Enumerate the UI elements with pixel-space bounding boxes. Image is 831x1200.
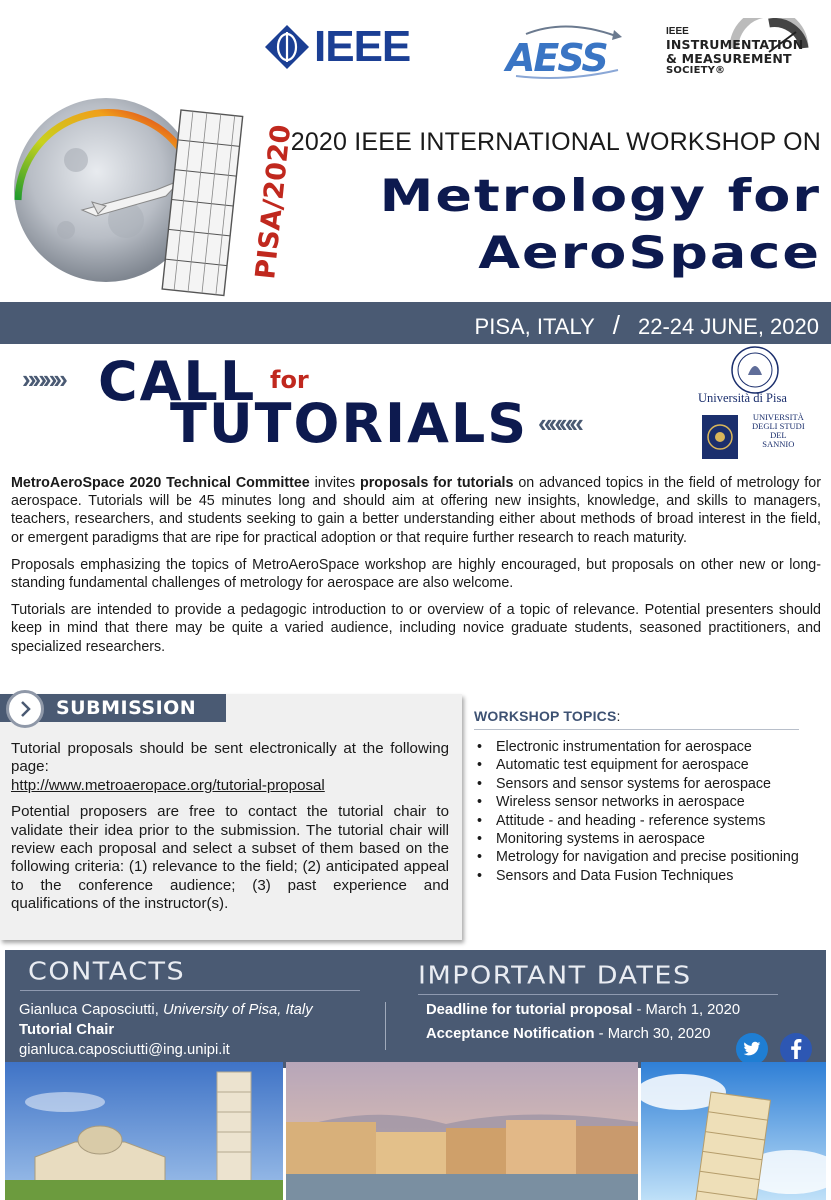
contact-name-line xyxy=(19,1000,313,1020)
ieee-wordmark: IEEE xyxy=(314,22,411,71)
tutorial-proposal-link[interactable]: http://www.metroaeropace.org/tutorial-proposal xyxy=(11,776,325,794)
list-item: • Wireless sensor networks in aerospace xyxy=(474,793,829,811)
ims-line-1: INSTRUMENTATION xyxy=(666,37,804,52)
chevrons-left-icon: »»»» xyxy=(22,364,64,394)
sannio-line-4: SANNIO xyxy=(762,439,795,449)
sannio-line-3: DEL xyxy=(770,430,787,440)
photo-arno-river xyxy=(286,1062,638,1200)
submission-title: SUBMISSION xyxy=(56,697,197,719)
aess-logo xyxy=(506,20,636,80)
call-for-tutorials-heading xyxy=(18,350,658,460)
ims-logo xyxy=(664,18,814,88)
notification-value: - March 30, 2020 xyxy=(594,1026,711,1042)
photo-piazza-dei-miracoli xyxy=(5,1062,283,1200)
list-item: • Attitude - and heading - reference systems xyxy=(474,812,829,830)
list-item: • Metrology for navigation and precise positioning xyxy=(474,848,829,866)
contact-affiliation: University of Pisa, Italy xyxy=(162,1002,313,1018)
twitter-icon[interactable] xyxy=(736,1033,768,1065)
university-pisa-name: Università di Pisa xyxy=(698,391,787,405)
contacts-title: CONTACTS xyxy=(28,957,186,986)
intro-paragraph-2: Proposals emphasizing the topics of MetroAeroSpace workshop are highly encouraged, but proposals on other new or long-standing fundamental challenges of metrology for aerospace are also welcome. xyxy=(11,556,821,592)
dates-divider xyxy=(418,994,778,995)
title-line-2: AeroSpace xyxy=(478,227,821,279)
tutorials-word: TUTORIALS xyxy=(170,392,529,455)
ims-ieee-label: IEEE xyxy=(666,26,689,37)
dates-body xyxy=(426,998,740,1046)
list-item: • Monitoring systems in aerospace xyxy=(474,830,829,848)
sponsor-logos xyxy=(260,10,831,90)
list-item: • Electronic instrumentation for aerospace xyxy=(474,738,829,756)
date-item-deadline xyxy=(426,998,740,1022)
contact-name: Gianluca Caposciutti, xyxy=(19,1002,163,1018)
intro-paragraph-3: Tutorials are intended to provide a pedagogic introduction to or overview of a topic of relevance. Potential presenters should keep in mind that there may be quite a varied audience, including novice graduate students, seasoned practitioners, and specialized researchers. xyxy=(11,602,821,655)
location-date-text xyxy=(475,310,819,341)
panel-separator xyxy=(385,1002,386,1050)
proposals-phrase: proposals for tutorials xyxy=(359,475,514,491)
topics-divider xyxy=(474,729,799,730)
topics-list xyxy=(474,738,829,885)
submission-body xyxy=(11,740,449,922)
sannio-seal-icon xyxy=(702,415,738,459)
deadline-value: - March 1, 2020 xyxy=(632,1002,741,1018)
photo-leaning-tower xyxy=(641,1062,826,1200)
topics-title xyxy=(474,708,829,724)
location-band xyxy=(0,302,831,344)
contacts-body xyxy=(19,1000,313,1060)
list-item: • Sensors and Data Fusion Techniques xyxy=(474,867,829,885)
sannio-line-2: DEGLI STUDI xyxy=(752,421,805,431)
university-pisa-seal-icon xyxy=(730,345,780,395)
event-dates: 22-24 JUNE, 2020 xyxy=(638,314,819,339)
committee-name: MetroAeroSpace 2020 Technical Committee xyxy=(11,475,310,491)
date-item-notification xyxy=(426,1022,740,1046)
list-item: • Sensors and sensor systems for aerospace xyxy=(474,775,829,793)
facebook-icon[interactable] xyxy=(780,1033,812,1065)
intro-paragraph-1 xyxy=(11,474,821,547)
sannio-line-1: UNIVERSITÀ xyxy=(752,412,804,422)
intro-text xyxy=(11,474,821,665)
intro-text-part: on advanced topics in the field of metrology for aerospace. Tutorials will be 45 minutes long and should aim at offering new insights, knowledge, and skills to managers, teachers, researchers, and students seeking to gain a better understanding either about methods of broad interest in the field, or emergent paradigms that are ripe for practical adoption or that require further research to reach maturity. xyxy=(11,475,821,546)
submission-paragraph-2: Potential proposers are free to contact the tutorial chair to validate their idea prior to the submission. The tutorial chair will review each proposal and select a subset of them based on the following criteria: (1) relevance to the field; (2) anticipated appeal to the conference audience; (3) past experience and qualifications of the instructor(s). xyxy=(11,803,449,913)
sannio-name xyxy=(752,413,805,449)
important-dates-title: IMPORTANT DATES xyxy=(418,961,692,990)
call-word: CALL xyxy=(98,350,257,413)
band-separator: / xyxy=(612,310,620,340)
chevron-right-icon xyxy=(6,690,44,728)
moon-pisa-emblem xyxy=(6,80,306,300)
list-item: • Automatic test equipment for aerospace xyxy=(474,756,829,774)
workshop-topics xyxy=(474,708,829,885)
notification-label: Acceptance Notification xyxy=(426,1026,595,1042)
submission-intro: Tutorial proposals should be sent electronically at the following page: xyxy=(11,740,449,776)
emblem-text: PISA/2020 xyxy=(250,123,298,281)
for-word: for xyxy=(270,366,309,394)
ims-line-3: SOCIETY® xyxy=(666,65,726,76)
contacts-divider xyxy=(20,990,360,991)
topics-colon: : xyxy=(616,708,621,724)
workshop-subtitle: 2020 IEEE INTERNATIONAL WORKSHOP ON xyxy=(290,128,821,156)
ieee-diamond-icon xyxy=(264,24,310,70)
deadline-label: Deadline for tutorial proposal xyxy=(426,1002,633,1018)
location: PISA, ITALY xyxy=(474,314,595,339)
title-line-1: Metrology for xyxy=(379,170,821,222)
ims-line-2: & MEASUREMENT xyxy=(666,51,792,66)
intro-text-part: invites xyxy=(309,475,360,491)
submission-paragraph-1 xyxy=(11,740,449,795)
ieee-logo xyxy=(264,22,410,72)
aess-wordmark: AESS xyxy=(506,36,607,80)
chevrons-right-icon: «««« xyxy=(538,408,580,438)
university-logos xyxy=(690,345,825,465)
contact-role: Tutorial Chair xyxy=(19,1022,115,1038)
topics-title-text: WORKSHOP TOPICS xyxy=(474,708,617,724)
contact-email[interactable]: gianluca.caposciutti@ing.unipi.it xyxy=(19,1042,230,1058)
